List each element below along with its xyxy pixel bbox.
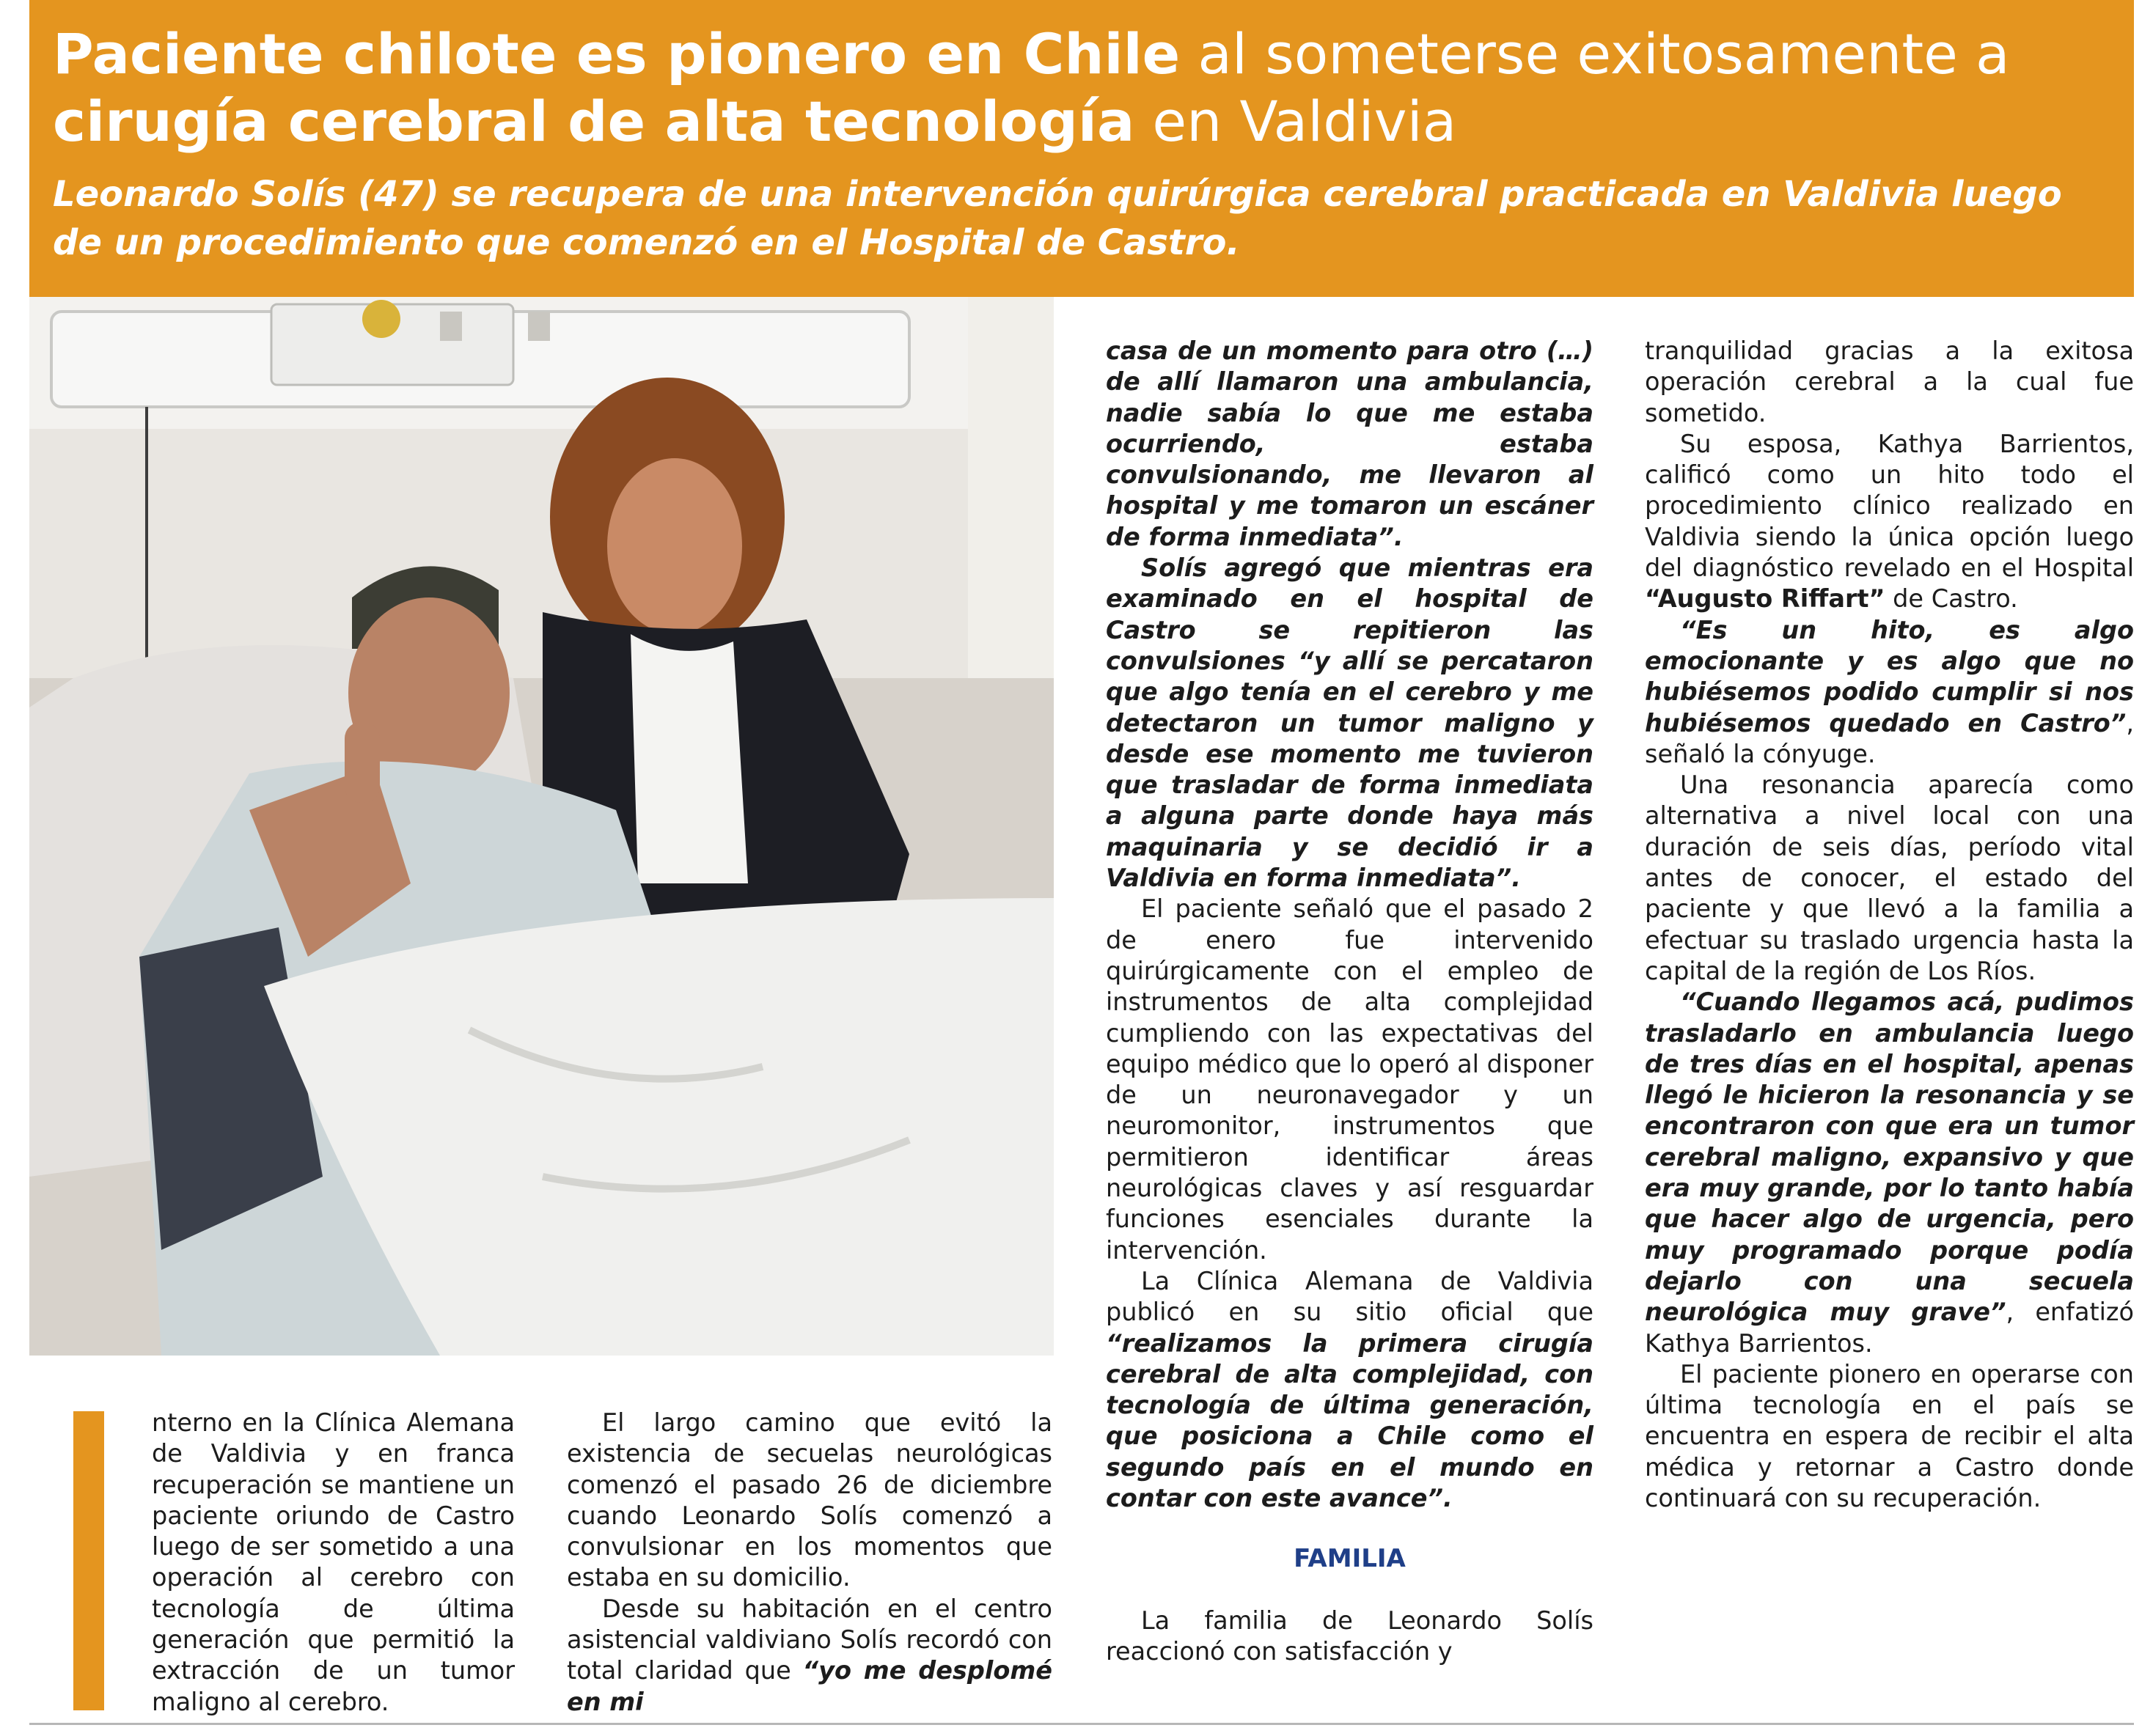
col4-p3-quote: “Es un hito, es algo emocionante y es algo que no hubiésemos podido cumplir si nos hubiésemos quedado en Castro” — [1645, 615, 2134, 738]
headline — [53, 21, 2121, 155]
column-2 — [567, 1408, 1052, 1718]
col3-paragraph-4 — [1106, 1266, 1593, 1514]
col3-paragraph-3: El paciente señaló que el pasado 2 de enero fue intervenido quirúrgicamente con el empleo de instrumentos de alta complejidad cumpliendo con las expectativas del equipo médico que lo operó al disponer de un neuronavegador y un neuromonitor, instrumentos que permitieron identificar áreas neurológicas claves y así resguardar funciones esenciales durante la intervención. — [1106, 894, 1593, 1265]
col3-p4-text: La Clínica Alemana de Valdivia publicó en su sitio oficial que — [1106, 1266, 1593, 1327]
col3-p2-quote: “y allí se percataron que algo tenía en el cerebro y me detectaron un tumor maligno y desde ese momento me tuvieron que trasladar de forma inmediata a alguna parte donde haya más maquinaria y se decidió ir a Valdivia en forma inmediata”. — [1106, 646, 1593, 893]
col4-p2-hospital-name: “Augusto Riffart” — [1645, 584, 1885, 614]
col4-p3-tail: , señaló la cónyuge. — [1645, 708, 2134, 768]
col4-p2-tail: de Castro. — [1885, 584, 2018, 614]
col3-paragraph-5: La familia de Leonardo Solís reaccionó con satisfacción y — [1106, 1606, 1593, 1666]
col3-p4-quote: “realizamos la primera cirugía cerebral de alta complejidad, con tecnología de última generación, que posiciona a Chile como el segundo país en el mundo en contar con este avance”. — [1106, 1328, 1593, 1512]
subtitle: Leonardo Solís (47) se recupera de una intervención quirúrgica cerebral practicada en Valdivia luego de un procedimiento que comenzó en el Hospital de Castro. — [53, 174, 2062, 263]
col4-p2-text: Su esposa, Kathya Barrientos, calificó como un hito todo el procedimiento clínico realizado en Valdivia siendo la única opción luego del diagnóstico revelado en el Hospital — [1645, 429, 2134, 583]
col3-paragraph-2 — [1106, 553, 1593, 894]
col4-paragraph-5 — [1645, 987, 2134, 1359]
col2-paragraph-2 — [567, 1594, 1052, 1718]
headline-text-4: en Valdivia — [1134, 89, 1457, 154]
column-3 — [1106, 336, 1593, 1667]
col3-paragraph-1: casa de un momento para otro (…) de allí llamaron una ambulancia, nadie sabía lo que me estaba ocurriendo, estaba convulsionando, me llevaron al hospital y me tomaron un escáner de forma inmediata”. — [1106, 336, 1593, 551]
col4-paragraph-2 — [1645, 429, 2134, 615]
col2-p2-text: Desde su habitación en el centro asistencial valdiviano Solís recordó con total claridad que — [567, 1594, 1052, 1685]
photo-hospital-patient-thumbs-up-icon — [29, 297, 1054, 1356]
drop-cap-accent-bar — [73, 1411, 104, 1710]
column-1 — [152, 1408, 515, 1718]
col2-paragraph-1: El largo camino que evitó la existencia de secuelas neurológicas comenzó el pasado 26 de diciembre cuando Leonardo Solís comenzó a convulsionar en los momentos que estaba en su domicilio. — [567, 1408, 1052, 1592]
column-4 — [1645, 336, 2134, 1514]
col4-p5-tail: , enfatizó Kathya Barrientos. — [1645, 1298, 2135, 1358]
section-heading-familia: FAMILIA — [1294, 1544, 1406, 1574]
bottom-rule — [29, 1723, 2134, 1725]
headline-text-2: al someterse exitosamente a — [1180, 21, 2010, 87]
col3-p2-text: Solís agregó que mientras era examinado en el hospital de Castro se repitieron las convulsiones — [1106, 553, 1593, 675]
headline-bold-3: cirugía cerebral de alta tecnología — [53, 89, 1135, 154]
col1-paragraph-1: nterno en la Clínica Alemana de Valdivia y en franca recuperación se mantiene un paciente oriundo de Castro luego de ser sometido a una operación al cerebro con tecnología de última generación que permitió la extracción de un tumor maligno al cerebro. — [152, 1408, 515, 1716]
col4-paragraph-4: Una resonancia aparecía como alternativa a nivel local con una duración de seis días, período vital antes de conocer, el estado del paciente y que llevó a la familia a efectuar su traslado urgencia hasta la capital de la región de Los Ríos. — [1645, 770, 2134, 985]
col4-paragraph-1: tranquilidad gracias a la exitosa operación cerebral a la cual fue sometido. — [1645, 336, 2134, 427]
col2-p2-quote: “yo me desplomé en mi — [567, 1656, 1052, 1716]
col4-p5-quote: “Cuando llegamos acá, pudimos trasladarlo en ambulancia luego de tres días en el hospital, apenas llegó le hicieron la resonancia y se encontraron con que era un tumor cerebral maligno, expansivo y que era muy grande, por lo tanto había que hacer algo de urgencia, pero muy programado porque podía dejarlo con una secuela neurológica muy grave” — [1645, 987, 2134, 1327]
col4-paragraph-3 — [1645, 615, 2134, 770]
article-photo — [29, 297, 1054, 1356]
col4-paragraph-6: El paciente pionero en operarse con última tecnología en el país se encuentra en espera de recibir el alta médica y retornar a Castro donde continuará con su recuperación. — [1645, 1359, 2134, 1512]
headline-bold-1: Paciente chilote es pionero en Chile — [53, 21, 1181, 87]
